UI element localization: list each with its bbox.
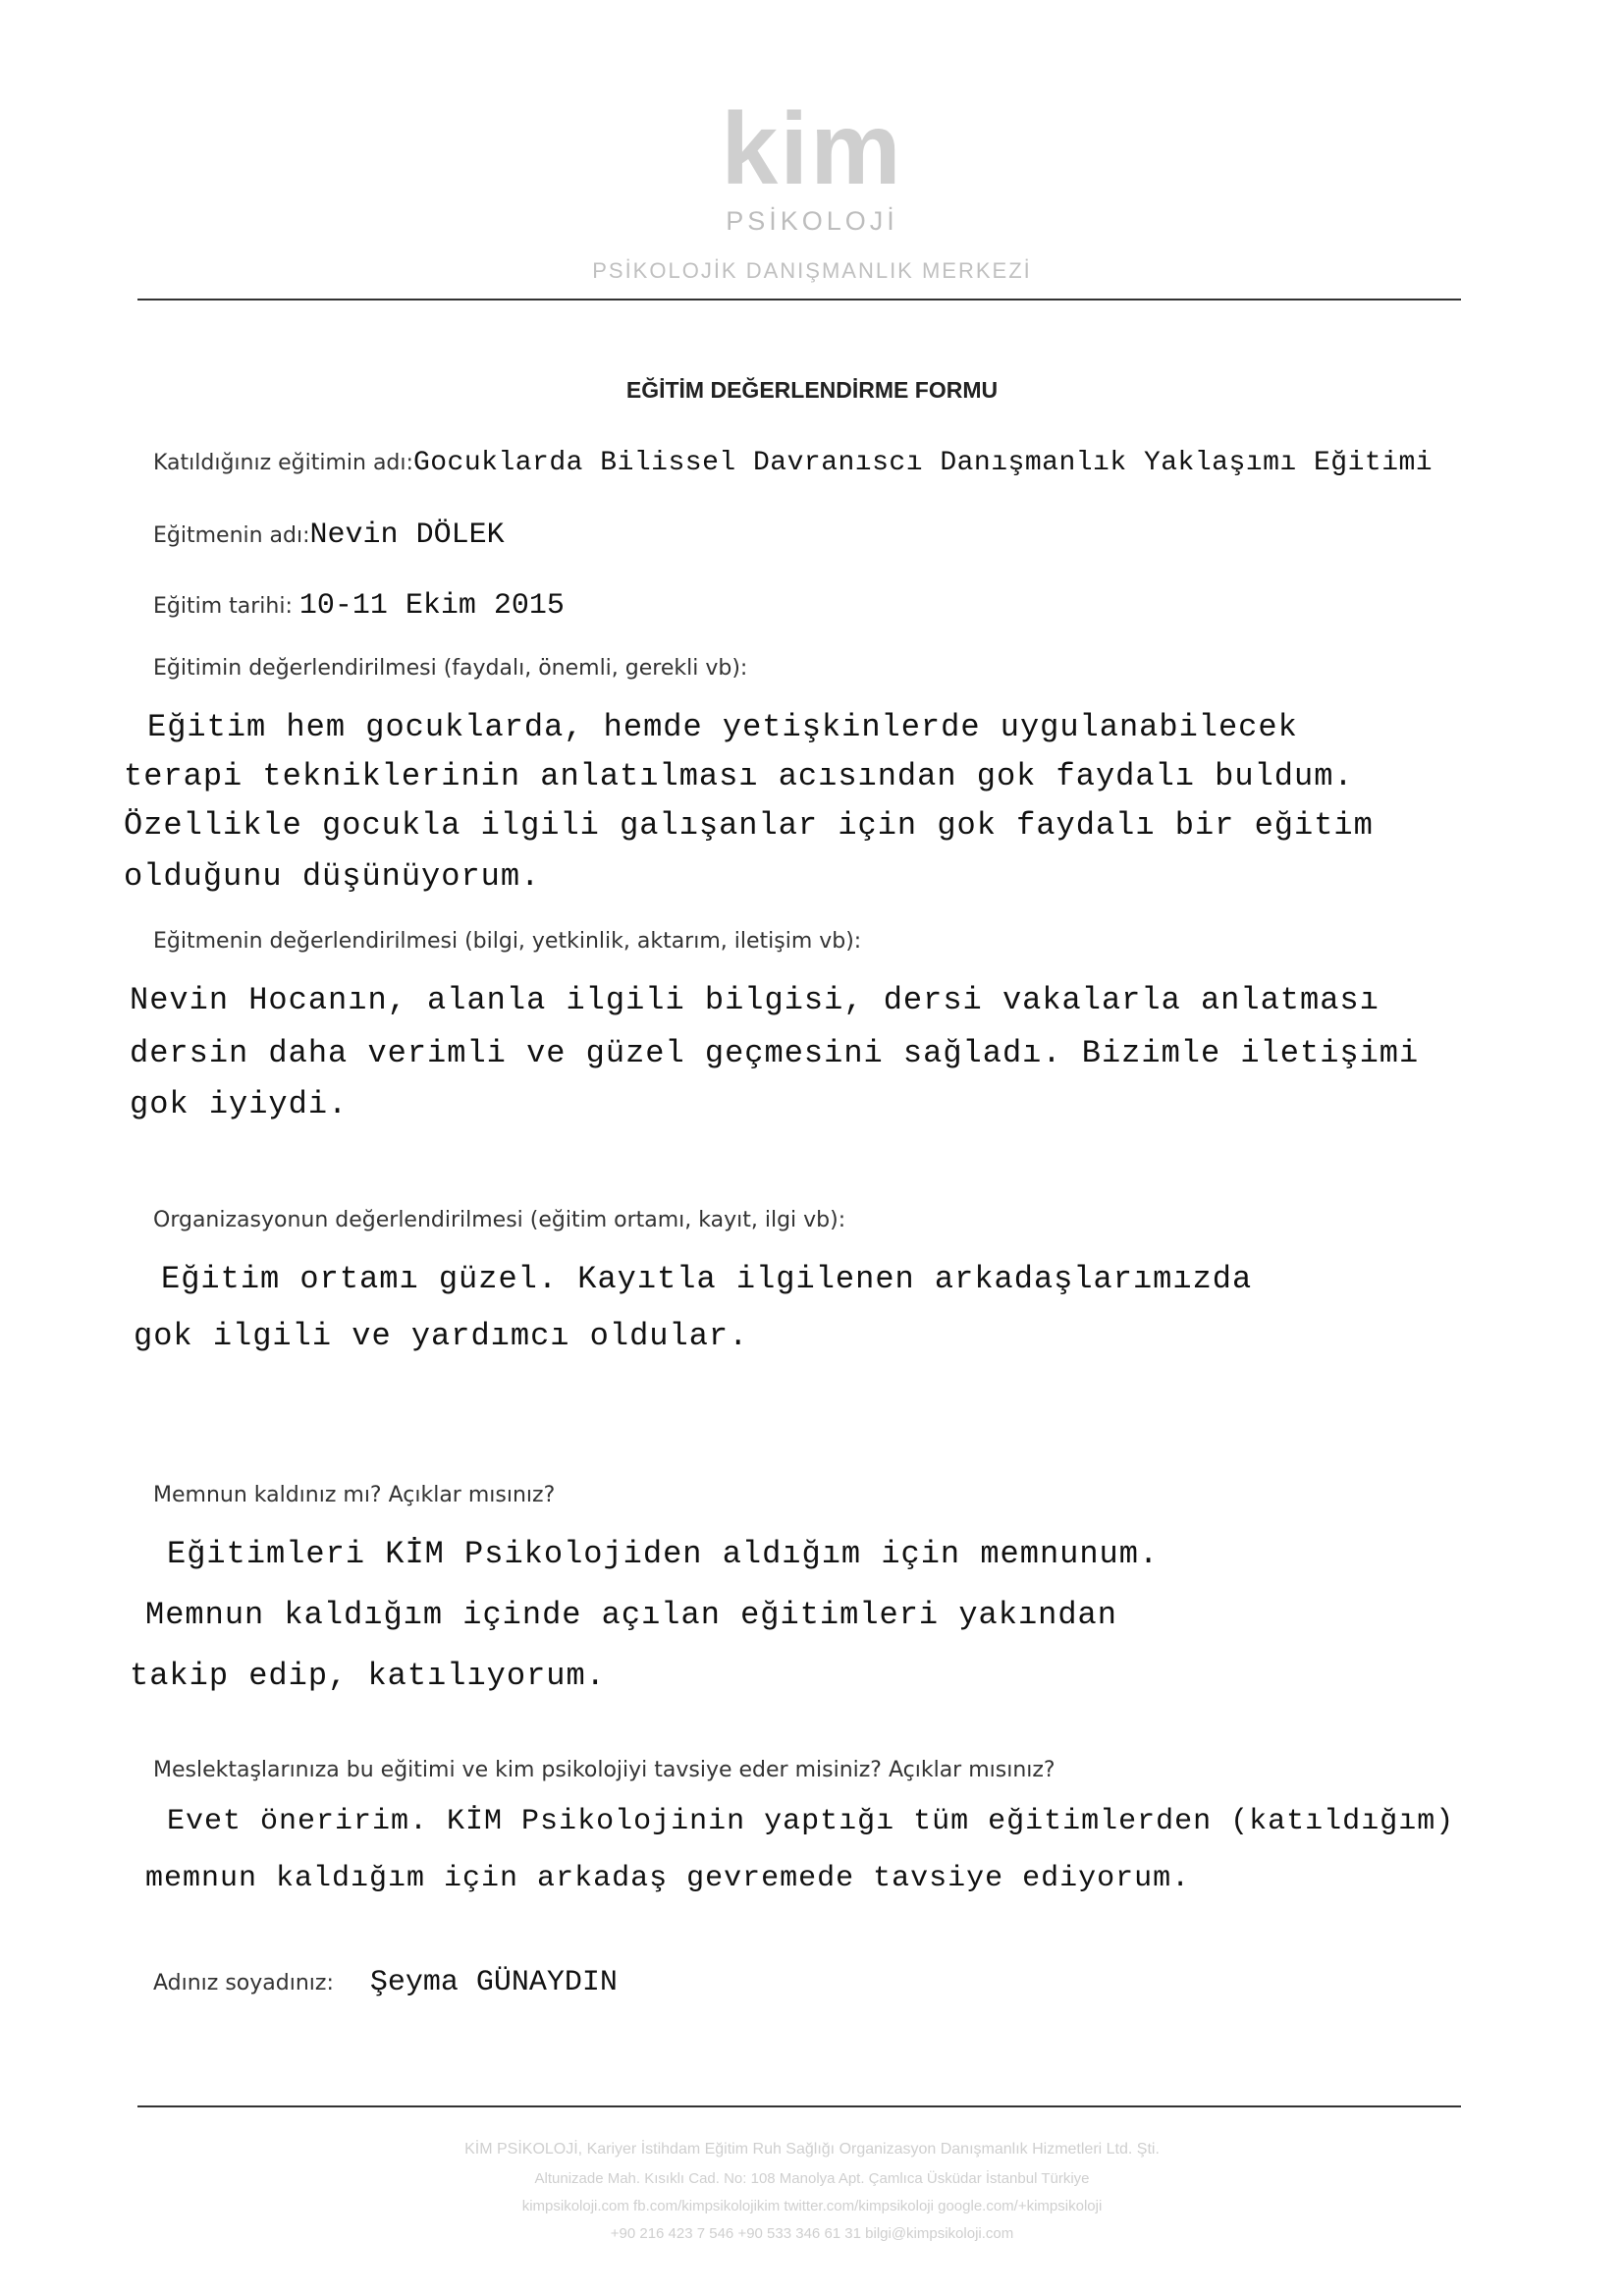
q5-answer-line: memnun kaldığım için arkadaş gevremede tavsiye ediyorum. bbox=[145, 1862, 1191, 1895]
q2-answer-line: dersin daha verimli ve güzel geçmesini sağladı. Bizimle iletişimi bbox=[130, 1035, 1420, 1071]
name-row bbox=[153, 1966, 618, 1999]
logo-center-name: PSİKOLOJİK DANIŞMANLIK MERKEZİ bbox=[592, 258, 1032, 283]
q1-label: Eğitimin değerlendirilmesi (faydalı, önemli, gerekli vb): bbox=[153, 656, 748, 681]
logo-subtitle: PSİKOLOJİ bbox=[726, 206, 898, 236]
q1-answer-line: olduğunu düşünüyorum. bbox=[124, 858, 541, 895]
date-label: Eğitim tarihi: bbox=[153, 594, 293, 619]
q2-label: Eğitmenin değerlendirilmesi (bilgi, yetkinlik, aktarım, iletişim vb): bbox=[153, 929, 862, 954]
name-label: Adınız soyadınız: bbox=[153, 1971, 334, 1995]
trainer-label: Eğitmenin adı: bbox=[153, 523, 310, 548]
q4-label: Memnun kaldınız mı? Açıklar mısınız? bbox=[153, 1483, 556, 1507]
header-divider bbox=[137, 299, 1461, 301]
training-name-label: Katıldığınız eğitimin adı: bbox=[153, 451, 413, 475]
trainer-row bbox=[153, 519, 505, 552]
date-value: 10-11 Ekim 2015 bbox=[298, 589, 565, 623]
q4-answer-line: Memnun kaldığım içinde açılan eğitimleri yakından bbox=[145, 1597, 1117, 1633]
q4-answer-line: takip edip, katılıyorum. bbox=[130, 1658, 606, 1694]
footer-divider bbox=[137, 2105, 1461, 2107]
q3-answer-line: gok ilgili ve yardımcı oldular. bbox=[134, 1318, 749, 1354]
footer-company: KİM PSİKOLOJİ, Kariyer İstihdam Eğitim Ruh Sağlığı Organizasyon Danışmanlık Hizmetleri Ltd. Şti. bbox=[464, 2141, 1160, 2158]
trainer-value: Nevin DÖLEK bbox=[309, 519, 505, 552]
q5-answer-line: Evet öneririm. KİM Psikolojinin yaptığı tüm eğitimlerden (katıldığım) bbox=[167, 1805, 1455, 1838]
logo-wordmark: kim bbox=[721, 92, 903, 206]
q4-answer-line: Eğitimleri KİM Psikolojiden aldığım için memnunum. bbox=[167, 1536, 1160, 1572]
q1-answer-line: Eğitim hem gocuklarda, hemde yetişkinlerde uygulanabilecek bbox=[147, 709, 1298, 745]
company-logo bbox=[0, 92, 1624, 284]
form-title: EĞİTİM DEĞERLENDİRME FORMU bbox=[625, 377, 999, 403]
footer-links: kimpsikoloji.com fb.com/kimpsikolojikim twitter.com/kimpsikoloji google.com/+kimpsikoloji bbox=[521, 2198, 1103, 2214]
q5-label: Meslektaşlarınıza bu eğitimi ve kim psikolojiyi tavsiye eder misiniz? Açıklar mısınız? bbox=[153, 1758, 1056, 1782]
q1-answer-line: terapi tekniklerinin anlatılması acısından gok faydalı buldum. bbox=[124, 758, 1354, 794]
q2-answer-line: gok iyiydi. bbox=[130, 1086, 349, 1122]
training-name-row bbox=[153, 448, 1433, 478]
footer-address: Altunizade Mah. Kısıklı Cad. No: 108 Manolya Apt. Çamlıca Üsküdar İstanbul Türkiye bbox=[534, 2170, 1090, 2187]
q3-answer-line: Eğitim ortamı güzel. Kayıtla ilgilenen arkadaşlarımızda bbox=[161, 1261, 1253, 1297]
q1-answer-line: Özellikle gocukla ilgili galışanlar için gok faydalı bir eğitim bbox=[124, 807, 1374, 844]
date-row bbox=[153, 589, 565, 623]
q2-answer-line: Nevin Hocanın, alanla ilgili bilgisi, dersi vakalarla anlatması bbox=[130, 982, 1380, 1018]
name-value: Şeyma GÜNAYDIN bbox=[369, 1966, 618, 1999]
footer-contact: +90 216 423 7 546 +90 533 346 61 31 bilgi@kimpsikoloji.com bbox=[610, 2225, 1014, 2242]
q3-label: Organizasyonun değerlendirilmesi (eğitim ortamı, kayıt, ilgi vb): bbox=[153, 1208, 846, 1232]
training-name-value: Gocuklarda Bilissel Davranıscı Danışmanlık Yaklaşımı Eğitimi bbox=[412, 448, 1434, 478]
